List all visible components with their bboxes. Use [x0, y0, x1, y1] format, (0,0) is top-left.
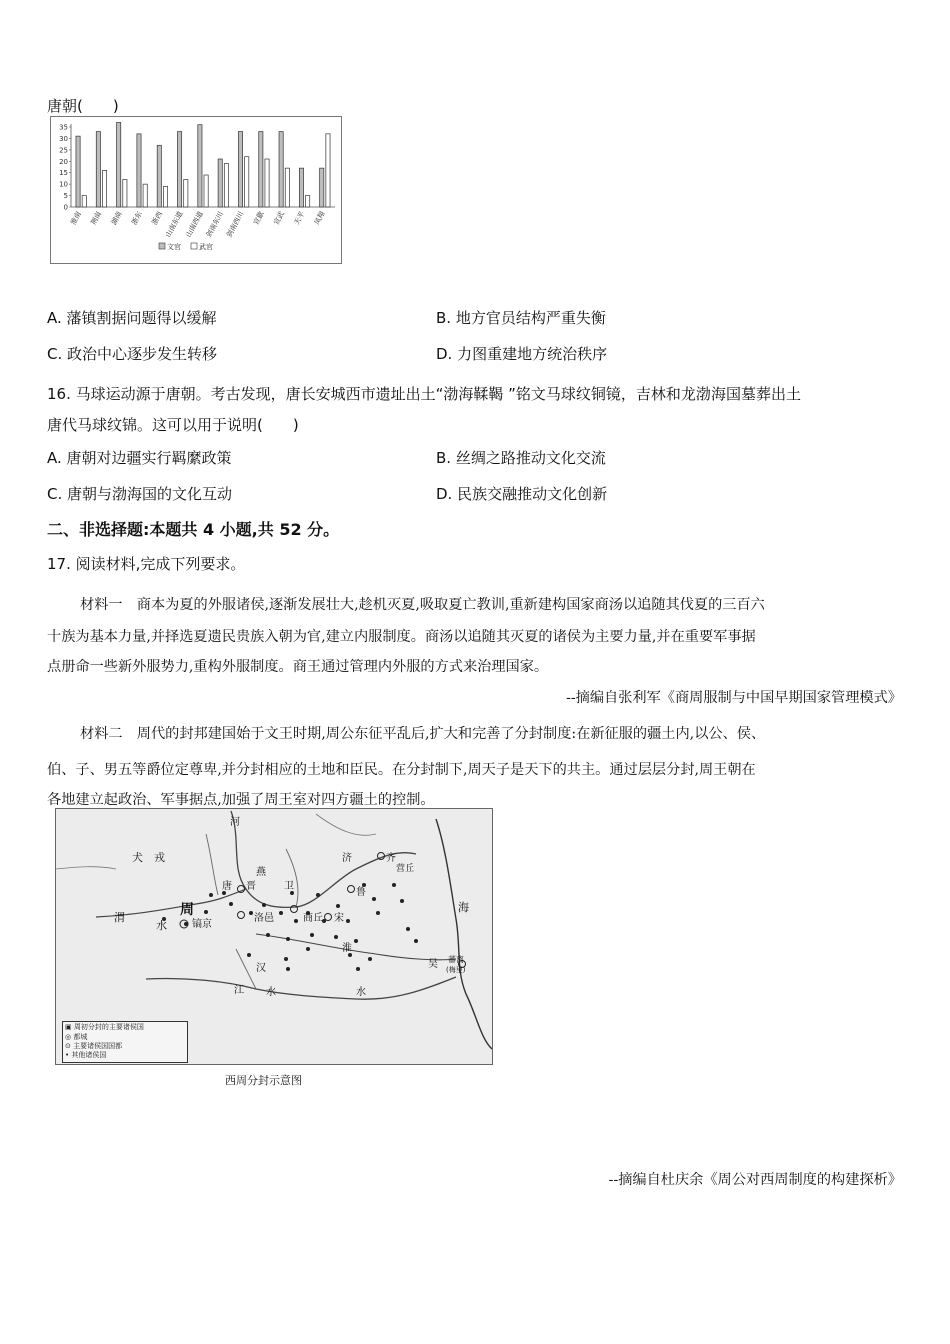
q16-stem-line1: 16. 马球运动源于唐朝。考古发现，唐长安城西市遗址出土“渤海鞣鞨 ”铭文马球纹铜镜，吉林和龙渤海国墓葬出土 — [47, 385, 801, 403]
question-15-tail: 唐朝( ) — [47, 97, 119, 115]
x-tick-label: 剑南西川 — [225, 210, 246, 239]
bar-civil — [137, 134, 141, 207]
y-tick-label: 15 — [59, 169, 68, 178]
x-tick-label: 宣歙 — [252, 210, 266, 227]
section-2-title: 二、非选择题:本题共 4 小题,共 52 分。 — [47, 520, 340, 539]
y-tick-label: 20 — [59, 157, 68, 166]
map-label-wu: 吴 — [428, 959, 438, 970]
bar-military — [326, 134, 330, 207]
bar-military — [265, 159, 269, 207]
map-label-he: 河 — [230, 817, 240, 828]
bar-civil — [117, 122, 121, 207]
map-caption: 西周分封示意图 — [225, 1074, 302, 1087]
bar-military — [204, 175, 208, 207]
q16-stem-line2: 唐代马球纹锦。这可以用于说明( ) — [47, 416, 299, 434]
y-tick-label: 0 — [63, 203, 68, 212]
bar-civil — [177, 132, 181, 207]
y-tick-label: 35 — [59, 123, 68, 132]
x-tick-label: 浙东 — [130, 210, 144, 227]
x-tick-label: 山南东道 — [164, 210, 185, 239]
legend-item-main-states: ▣ 周初分封的主要诸侯国 — [65, 1023, 144, 1031]
bar-military — [184, 180, 188, 207]
y-tick-label: 25 — [59, 146, 68, 155]
bar-military — [306, 196, 310, 207]
x-tick-label: 天平 — [292, 210, 307, 227]
map-label-wei-river: 渭 — [114, 911, 125, 924]
map-label-fanli-sub: (梅里) — [446, 966, 466, 974]
bar-civil — [157, 145, 161, 207]
map-label-water-2: 水 — [266, 987, 276, 998]
y-tick-label: 10 — [59, 180, 68, 189]
bar-civil — [96, 132, 100, 207]
map-label-shangqiu: 商丘 — [303, 913, 323, 924]
map-label-jin: 晋 — [246, 881, 256, 892]
legend-item-capital: ◎ 都城 — [65, 1033, 88, 1041]
western-zhou-map — [55, 808, 493, 1065]
bar-civil — [259, 132, 263, 207]
material2-line3: 各地建立起政治、军事据点,加强了周王室对四方疆土的控制。 — [47, 792, 435, 808]
y-tick-label: 5 — [63, 192, 68, 201]
bar-military — [224, 164, 228, 207]
map-label-huai: 淮 — [342, 943, 352, 954]
map-label-yan: 燕 — [256, 867, 266, 878]
material2-line2: 伯、子、男五等爵位定尊卑,并分封相应的土地和臣民。在分封制下,周天子是天下的共主。通过层层分封,周王朝在 — [47, 762, 756, 778]
q15-option-c[interactable]: C. 政治中心逐步发生转移 — [47, 345, 218, 363]
map-label-sea: 海 — [458, 901, 469, 914]
map-label-tang: 唐 — [222, 881, 232, 892]
map-label-zhou: 周 — [180, 902, 194, 918]
x-tick-label: 剑南东川 — [204, 210, 226, 239]
x-tick-label: 荆南 — [89, 210, 104, 227]
material1-line1: 材料一 商本为夏的外服诸侯,逐渐发展壮大,趁机灭夏,吸取夏亡教训,重新建构国家商汤以追随其伐夏的三百六 — [80, 597, 765, 613]
x-tick-label: 宣武 — [272, 210, 286, 227]
bar-chart-svg — [51, 117, 341, 263]
legend-swatch-civil — [159, 243, 165, 249]
map-label-song: 宋 — [334, 913, 344, 924]
x-tick-label: 凤翔 — [312, 210, 327, 227]
q15-option-b[interactable]: B. 地方官员结构严重失衡 — [436, 309, 606, 327]
q16-option-a[interactable]: A. 唐朝对边疆实行羁縻政策 — [47, 449, 232, 467]
map-label-han: 汉 — [256, 963, 266, 974]
q17-prompt: 17. 阅读材料,完成下列要求。 — [47, 555, 246, 573]
map-label-jiang: 江 — [234, 985, 244, 996]
bar-civil — [279, 132, 283, 207]
map-label-ji-river: 济 — [342, 853, 352, 864]
q16-option-c[interactable]: C. 唐朝与渤海国的文化互动 — [47, 485, 233, 503]
map-label-luoyi: 洛邑 — [254, 913, 274, 924]
bar-civil — [299, 168, 303, 207]
material2-source: --摘编自杜庆余《周公对西周制度的构建探析》 — [608, 1172, 902, 1188]
map-label-fanli: 蕃离 — [448, 955, 464, 964]
legend-label-civil: 文官 — [167, 243, 181, 251]
q16-option-d[interactable]: D. 民族交融推动文化创新 — [436, 485, 608, 503]
map-label-weiguo: 卫 — [284, 881, 294, 892]
bar-military — [102, 170, 106, 207]
legend-label-military: 武官 — [199, 243, 213, 251]
bar-civil — [238, 132, 242, 207]
legend-swatch-military — [191, 243, 197, 249]
bar-military — [285, 168, 289, 207]
map-label-quanrong: 犬 戎 — [132, 851, 165, 864]
map-label-water-3: 水 — [356, 987, 366, 998]
material1-line3: 点册命一些新外服势力,重构外服制度。商王通过管理内外服的方式来治理国家。 — [47, 659, 549, 675]
bar-civil — [320, 168, 324, 207]
official-ratio-chart — [50, 116, 342, 264]
q16-option-b[interactable]: B. 丝绸之路推动文化交流 — [436, 449, 606, 467]
bar-civil — [218, 159, 222, 207]
q15-option-d[interactable]: D. 力图重建地方统治秩序 — [436, 345, 608, 363]
map-legend — [62, 1021, 188, 1063]
map-label-lu: 鲁 — [356, 887, 366, 898]
map-label-yingqiu: 营丘 — [396, 864, 415, 874]
bar-military — [143, 184, 147, 207]
x-tick-label: 淮南 — [69, 210, 83, 227]
map-label-qi: 齐 — [386, 853, 396, 864]
x-tick-label: 湖南 — [109, 210, 124, 227]
material2-line1: 材料二 周代的封邦建国始于文王时期,周公东征平乱后,扩大和完善了分封制度:在新征服的疆土内,以公、侯、 — [80, 726, 766, 742]
map-label-haojing: 镐京 — [192, 919, 212, 930]
material1-source: --摘编自张利军《商周服制与中国早期国家管理模式》 — [566, 690, 902, 706]
x-tick-label: 浙西 — [150, 210, 165, 227]
y-tick-label: 30 — [59, 134, 68, 143]
legend-item-state-capital: ⊙ 主要诸侯国国都 — [65, 1042, 123, 1050]
x-tick-label: 山南西道 — [184, 210, 205, 239]
bar-military — [245, 157, 249, 207]
bar-military — [82, 196, 86, 207]
q15-option-a[interactable]: A. 藩镇割据问题得以缓解 — [47, 309, 217, 327]
bar-civil — [76, 136, 80, 207]
map-label-water-1: 水 — [156, 919, 167, 932]
material1-line2: 十族为基本力量,并择选夏遗民贵族入朝为官,建立内服制度。商汤以追随其灭夏的诸侯为主要力量,并在重要军事据 — [47, 629, 756, 645]
bar-civil — [198, 125, 202, 207]
bar-military — [123, 180, 127, 207]
legend-item-other-states: • 其他诸侯国 — [65, 1051, 107, 1059]
bar-military — [163, 186, 167, 207]
